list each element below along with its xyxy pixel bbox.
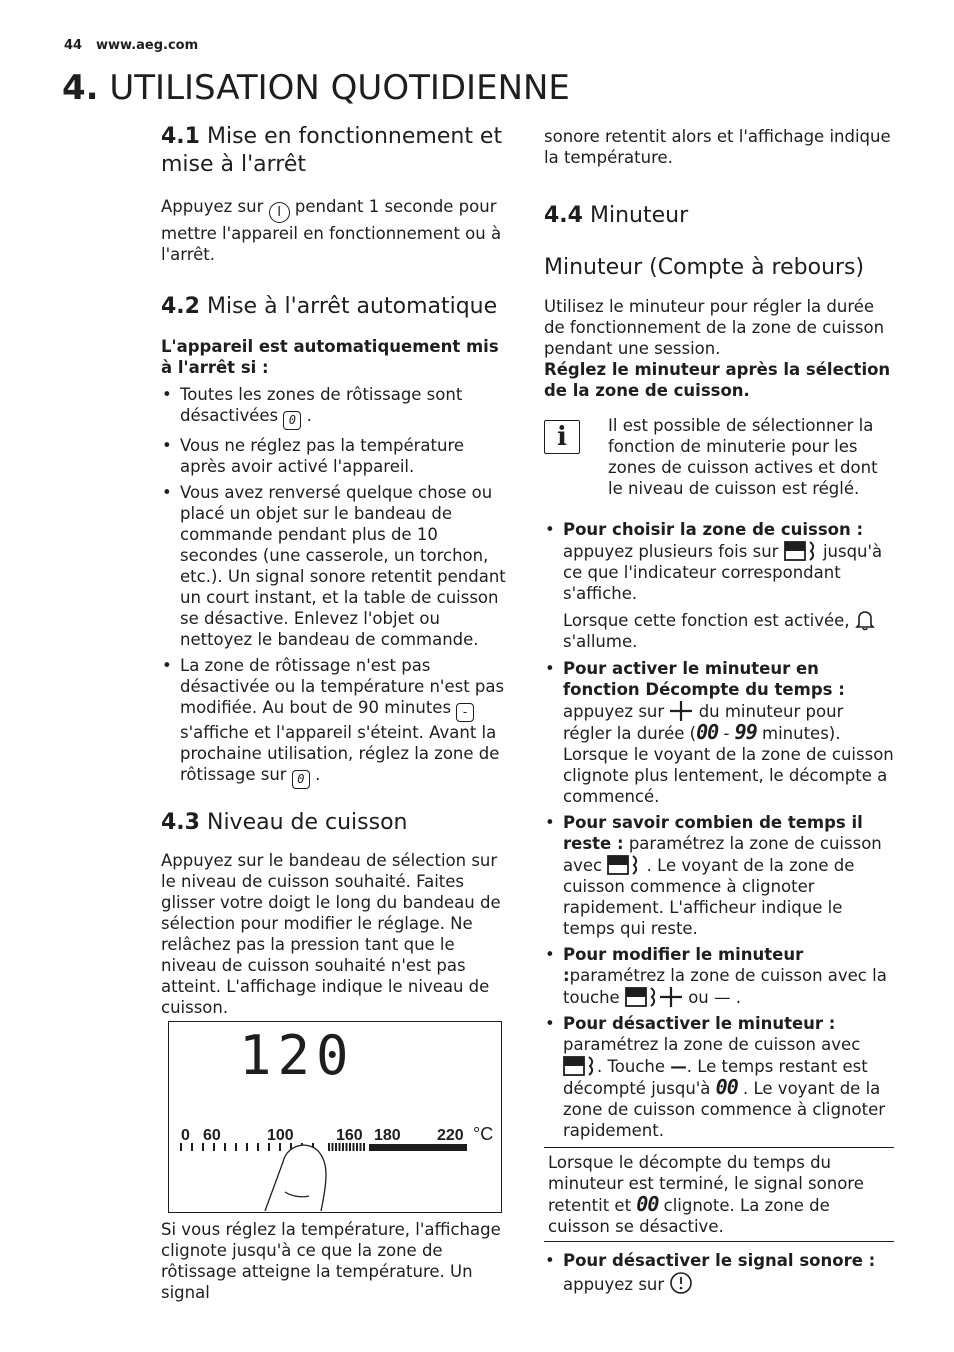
text: paramétrez la zone de cuisson avec — [563, 1035, 861, 1054]
note-text — [548, 1152, 894, 1237]
s42-lead: L'appareil est automatiquement mis à l'arrêt si : — [161, 337, 499, 377]
s44-sub-paragraph — [544, 609, 894, 652]
s44-list-3 — [544, 1250, 894, 1295]
text: appuyez sur — [563, 1275, 665, 1294]
zero-zero-display: 00 — [636, 1192, 659, 1216]
zone-select-icon — [784, 540, 818, 562]
bold-text: Pour choisir la zone de cuisson : — [563, 520, 864, 539]
list-item — [544, 944, 894, 1008]
zero-display-icon: 0 — [283, 411, 301, 430]
zero-zero-display: 00 — [696, 720, 719, 744]
section-number: 4.2 — [161, 294, 200, 319]
scale-bar — [369, 1144, 467, 1151]
s44-list — [544, 519, 894, 604]
text: . Le temps restant est décompté jusqu'à — [563, 1057, 868, 1098]
bold-text: Pour désactiver le signal sonore : — [563, 1251, 876, 1270]
list-item: • Vous ne réglez pas la température après avoir activé l'appareil. — [161, 435, 511, 477]
list-item — [161, 384, 511, 430]
text: . — [306, 406, 312, 425]
section-number: 4.3 — [161, 810, 200, 835]
list-item — [544, 1250, 894, 1295]
zero-display-icon: 0 — [292, 770, 310, 789]
s43-after-continued: sonore retentit alors et l'affichage indique la température. — [544, 127, 891, 167]
text: minutes). Lorsque le voyant de la zone de cuisson clignote plus lentement, le décompte a commencé. — [563, 724, 894, 806]
text: s'affiche et l'appareil s'éteint. Avant la prochaine utilisation, réglez la zone de rôtissage sur — [180, 723, 500, 784]
info-text: Il est possible de sélectionner la fonction de minuterie pour les zones de cuisson actives et dont le niveau de cuisson est réglé. — [608, 416, 878, 498]
text: s'allume. — [563, 632, 638, 651]
section-number: 4.4 — [544, 203, 583, 228]
text: Lorsque le décompte du temps du minuteur est terminé, le signal sonore retentit et — [548, 1153, 864, 1215]
text: clignote. La zone de cuisson se désactive. — [548, 1196, 830, 1236]
scale-label: 220 — [437, 1127, 464, 1144]
bold-text: Pour savoir combien de temps il reste : — [563, 813, 863, 853]
s41-paragraph — [161, 196, 511, 265]
text: Toutes les zones de rôtissage sont désactivées — [180, 385, 463, 425]
text: Lorsque cette fonction est activée, — [563, 611, 850, 630]
minus-display-icon: - — [456, 703, 474, 722]
list-item: • Vous avez renversé quelque chose ou placé un objet sur le bandeau de commande pendant plus de 10 secondes (une casserole, un torchon, etc.). Un signal sonore retentit pendant un court instant, et la table de cuisson se désactive. Enlevez l'objet ou nettoyez le bandeau de commande. — [161, 482, 511, 650]
s43-after-text: Si vous réglez la température, l'affichage clignote jusqu'à ce que la zone de rôtissage atteigne la température. Un signal — [161, 1220, 501, 1302]
text: paramétrez la zone de cuisson avec la touche — [563, 966, 887, 1007]
text: appuyez plusieurs fois sur — [563, 542, 779, 561]
scale-label: 100 — [267, 1127, 294, 1144]
text: . Touche — [597, 1057, 665, 1076]
s44-bold-paragraph: Réglez le minuteur après la sélection de la zone de cuisson. — [544, 360, 891, 400]
minus-symbol: — — [714, 988, 731, 1007]
page-number: 44 — [64, 38, 83, 53]
section-number: 4.1 — [161, 124, 200, 149]
text: paramétrez la zone de cuisson avec — [563, 834, 882, 875]
s44-subtitle: Minuteur (Compte à rebours) — [544, 255, 865, 280]
plus-icon — [659, 986, 683, 1008]
section-4-4-heading — [544, 202, 894, 230]
header-url: www.aeg.com — [96, 38, 199, 53]
scale-labels — [181, 1124, 493, 1144]
section-title: Mise en fonctionnement et mise à l'arrêt — [161, 124, 503, 177]
s44-list-2 — [544, 658, 894, 1141]
text: ou — [688, 988, 709, 1007]
section-title: Niveau de cuisson — [206, 810, 408, 835]
zone-select-icon — [625, 986, 659, 1008]
section-4-1-heading — [161, 123, 511, 179]
text: jusqu'à ce que l'indicateur correspondant s'affiche. — [563, 542, 883, 603]
left-column — [161, 123, 511, 1018]
list-item — [161, 655, 511, 789]
bold-text: Pour modifier le minuteur : — [563, 945, 804, 985]
power-icon: I — [269, 202, 290, 223]
control-panel-illustration — [168, 1021, 502, 1213]
scale-label: 60 — [203, 1127, 221, 1144]
scale-ticks — [181, 1143, 364, 1151]
text: . — [315, 765, 321, 784]
chapter-title — [62, 66, 570, 110]
right-column — [544, 126, 894, 1300]
list-item — [544, 1013, 894, 1141]
text: . Le voyant de la zone de cuisson commence à clignoter rapidement. L'afficheur indique le temps qui reste. — [563, 856, 855, 938]
scale-label: 180 — [374, 1127, 401, 1144]
power-icon — [669, 1271, 693, 1295]
text: pendant 1 seconde pour mettre l'appareil en fonctionnement ou à l'arrêt. — [161, 197, 502, 264]
list-item — [544, 658, 894, 807]
info-box — [544, 415, 894, 499]
text: . — [735, 988, 742, 1007]
bold-text: Pour activer le minuteur en fonction Décompte du temps : — [563, 659, 845, 699]
bold-text: Pour désactiver le minuteur : — [563, 1014, 836, 1033]
zone-select-icon — [607, 854, 641, 876]
chapter-title-text: UTILISATION QUOTIDIENNE — [109, 68, 570, 108]
text: . Le voyant de la zone de cuisson commence à clignoter rapidement. — [563, 1079, 885, 1140]
zone-select-icon — [563, 1055, 597, 1077]
plus-icon — [669, 700, 693, 722]
temperature-readout: 120 — [239, 1024, 355, 1087]
scale-label: 0 — [181, 1127, 190, 1144]
minus-symbol: — — [670, 1057, 687, 1076]
section-title: Minuteur — [589, 203, 689, 228]
s43-after-display — [161, 1219, 511, 1303]
section-title: Mise à l'arrêt automatique — [206, 294, 498, 319]
control-panel-drawing — [169, 1022, 500, 1211]
text: Appuyez sur — [161, 197, 264, 216]
s43-paragraph: Appuyez sur le bandeau de sélection sur le niveau de cuisson souhaité. Faites glisser votre doigt le long du bandeau de sélection pour modifier le réglage. Ne relâchez pas la pression tant que le niveau de cuisson souhaité n'est pas atteint. L'affichage indique le niveau de cuisson. — [161, 851, 501, 1017]
finger-drawing — [265, 1145, 326, 1211]
nine-nine-display: 99 — [734, 720, 757, 744]
text: - — [723, 724, 730, 743]
note-box — [544, 1147, 894, 1242]
scale-unit: °C — [473, 1124, 494, 1144]
s42-list — [161, 384, 511, 789]
text: appuyez sur — [563, 702, 665, 721]
list-item — [544, 812, 894, 939]
section-4-2-heading — [161, 293, 511, 321]
text: du minuteur pour régler la durée ( — [563, 702, 844, 743]
scale-label: 160 — [336, 1127, 363, 1144]
info-icon: i — [544, 420, 580, 454]
text: La zone de rôtissage n'est pas désactivée ou la température n'est pas modifiée. Au bout de 90 minutes — [180, 656, 505, 717]
zero-zero-display: 00 — [715, 1075, 738, 1099]
section-4-3-heading — [161, 809, 511, 837]
s44-paragraph: Utilisez le minuteur pour régler la durée de fonctionnement de la zone de cuisson pendant une session. — [544, 297, 885, 358]
bell-icon — [855, 609, 875, 631]
list-item — [544, 519, 894, 604]
chapter-number: 4. — [62, 68, 99, 108]
